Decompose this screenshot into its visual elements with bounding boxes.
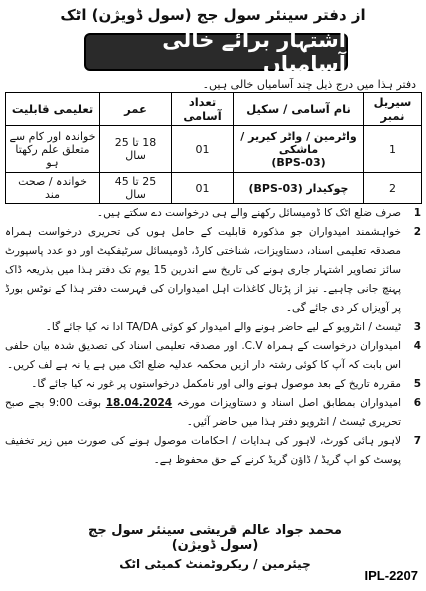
header-age: عمر — [100, 93, 172, 126]
post-scale: (BPS-03) — [248, 181, 303, 195]
term-text: خواہشمند امیدواران جو مذکورہ قابلیت کے حامل ہوں کی تحریری درخواست ہمراہ مصدقہ تعلیمی اسناد، دستاویزات، شناختی کارڈ، ڈومیسائل سرٹیفکیٹ اور دو عدد پاسپورٹ سائز تصاویر اشتہار جاری ہونے کی تاریخ سے اندرین 15 یوم تک دفتر ہذا میں بذریعہ ڈاک پہنچ جانی چاہیے۔ نیز از پڑتال کاغذات اہل امیدواران کی فہرست دفتر ہذا کے نوٹس بورڈ پر آویزاں کر دی جائے گی۔ — [5, 226, 401, 314]
signatory-name: محمد جواد عالم قریشی سینئر سول جج (سول ڈویژن) — [88, 523, 342, 553]
table-row — [6, 173, 422, 204]
post-scale: (BPS-03) — [271, 155, 326, 169]
term-number: 4 — [413, 340, 421, 352]
term-number: 6 — [413, 397, 421, 409]
term-text: مقررہ تاریخ کے بعد موصول ہونے والی اور نامکمل درخواستوں پر غور نہ کیا جائے گا۔ — [31, 378, 401, 390]
serial-cell: 1 — [364, 126, 422, 173]
term-number: 1 — [413, 207, 421, 219]
term-number: 5 — [413, 378, 421, 390]
office-title: از دفتر سینئر سول جج (سول ڈویژن) اٹک — [60, 6, 366, 24]
term-text: امیدواران درخواست کے ہمراہ C.V. اور مصدقہ تعلیمی اسناد کی تصدیق شدہ بیان حلفی اس بابت کہ آپ کا کوئی رشتہ دار ازیں محکمہ عدلیہ ضلع اٹک میں ہے یا نہ ہے لف کریں۔ — [5, 340, 401, 371]
term-number: 7 — [413, 435, 421, 447]
signatory-title: چیئرمین / ریکروٹمنٹ کمیٹی اٹک — [119, 557, 311, 571]
term-number: 3 — [413, 321, 421, 333]
term-item — [5, 223, 421, 318]
qualification-cell: خواندہ / صحت مند — [6, 173, 100, 204]
header-qualification: تعلیمی قابلیت — [6, 93, 100, 126]
intro-text: دفتر ہذا میں درج ذیل چند آسامیاں خالی ہیں۔ — [202, 78, 416, 91]
header-serial: سیریل نمبر — [364, 93, 422, 126]
term-item — [5, 375, 421, 394]
count-cell: 01 — [172, 126, 234, 173]
term-item — [5, 394, 421, 432]
terms-list — [5, 204, 421, 470]
age-cell: 25 تا 45 سال — [100, 173, 172, 204]
post-name: چوکیدار — [306, 181, 349, 195]
term-item — [5, 432, 421, 470]
count-cell: 01 — [172, 173, 234, 204]
term-item — [5, 337, 421, 375]
serial-cell: 2 — [364, 173, 422, 204]
age-cell: 18 تا 25 سال — [100, 126, 172, 173]
term-item — [5, 318, 421, 337]
table-header-row — [6, 93, 422, 126]
ipl-code: IPL-2207 — [364, 568, 418, 583]
term-text — [5, 394, 401, 432]
term-text: صرف ضلع اٹک کا ڈومیسائل رکھنے والے ہی درخواست دے سکتے ہیں۔ — [96, 207, 401, 219]
header-post: نام آسامی / سکیل — [234, 93, 364, 126]
post-cell — [234, 173, 364, 204]
banner-heading: اشتہار برائے خالی آسامیاں — [84, 33, 348, 71]
test-date-lead: امیدواران بمطابق اصل اسناد و دستاویزات مورخہ — [176, 397, 402, 409]
test-date: 18.04.2024 — [105, 397, 173, 409]
post-name: واٹرمین / واٹر کیریر / ماشکی — [240, 129, 357, 156]
table-row — [6, 126, 422, 173]
term-text: لاہور ہائی کورٹ، لاہور کی ہدایات / احکامات موصول ہونے کی صورت میں زیر تخفیف پوسٹ کو اپ گریڈ / ڈاؤن گریڈ کرنے کے حق محفوظ ہے۔ — [5, 435, 401, 466]
term-item — [5, 204, 421, 223]
header-count: تعداد آسامی — [172, 93, 234, 126]
term-text: ٹیسٹ / انٹرویو کے لیے حاضر ہونے والے امیدوار کو کوئی TA/DA ادا نہ کیا جائے گا۔ — [45, 321, 401, 333]
qualification-cell: خواندہ اور کام سے متعلق علم رکھتا ہو — [6, 126, 100, 173]
term-number: 2 — [413, 226, 421, 238]
vacancies-table — [5, 92, 422, 204]
test-date-tail: بوقت 9:00 بجے صبح تحریری ٹیسٹ / انٹرویو دفتر ہذا میں حاضر آئیں۔ — [5, 397, 401, 428]
post-cell — [234, 126, 364, 173]
